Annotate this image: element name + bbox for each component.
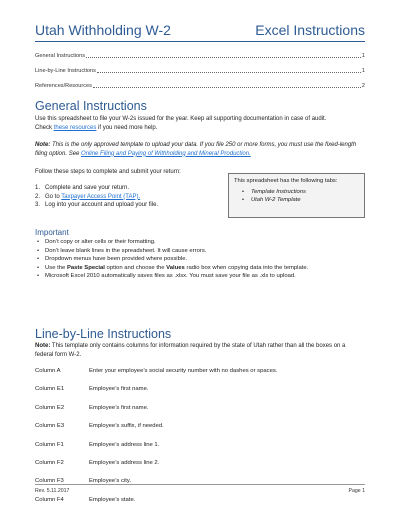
doc-subtitle: Excel Instructions <box>255 22 365 38</box>
tap-link[interactable]: Taxpayer Access Point (TAP). <box>61 193 141 200</box>
column-desc: Employee’s first name. <box>89 404 149 411</box>
important-list <box>35 238 365 281</box>
list-item <box>234 188 359 196</box>
general-note-paragraph <box>35 141 365 158</box>
step-number: 3. <box>35 202 41 209</box>
list-item <box>234 196 359 204</box>
step-text: Go to <box>45 193 62 200</box>
important-text: option and choose the <box>104 264 167 271</box>
table-row <box>35 405 365 423</box>
list-item <box>35 247 365 256</box>
tabs-info-box <box>228 173 365 218</box>
column-id: Column E3 <box>35 423 65 430</box>
list-item <box>35 272 365 281</box>
doc-title: Utah Withholding W-2 <box>35 22 171 38</box>
column-id: Column A <box>35 368 61 374</box>
toc-leader <box>86 57 361 58</box>
line-by-line-heading: Line-by-Line Instructions <box>35 327 172 341</box>
toc-label[interactable]: References/Resources <box>35 83 92 89</box>
table-row <box>35 460 365 478</box>
note-label: Note: <box>35 343 51 349</box>
column-desc: Employee’s city. <box>89 478 132 485</box>
toc-leader <box>97 72 361 73</box>
important-text: Don’t copy or alter cells or their formatting. <box>45 239 156 245</box>
column-desc: Employee’s suffix, if needed. <box>89 423 164 430</box>
table-row <box>35 423 365 441</box>
column-desc: Employee’s state. <box>89 496 136 503</box>
toc-page: 1 <box>361 53 365 59</box>
general-intro-text: Use this spreadsheet to file your W-2s issued for the year. Keep all supporting documentation in case of audit. <box>35 116 327 122</box>
list-item <box>35 255 365 264</box>
bullet-icon: • <box>37 264 40 271</box>
column-id: Column E2 <box>35 404 65 411</box>
toc-entry-references[interactable] <box>35 76 365 89</box>
column-desc: Employee’s address line 1. <box>89 441 160 448</box>
list-item <box>35 238 365 247</box>
page-number: Page 1 <box>348 488 365 494</box>
important-text: radio box when copying data into the template. <box>184 264 309 271</box>
bullet-icon: • <box>37 239 40 245</box>
column-id: Column F1 <box>35 441 64 448</box>
column-desc: Employee’s first name. <box>89 386 149 393</box>
note-label: Note: <box>35 142 51 148</box>
page-header <box>35 18 365 42</box>
important-text: Don’t leave blank lines in the spreadsheet. It will cause errors. <box>45 247 207 254</box>
online-filing-link[interactable]: Online Filing and Paying of Withholding and Mineral Production. <box>81 150 251 157</box>
table-row <box>35 497 365 515</box>
toc-leader <box>93 87 361 88</box>
list-item <box>35 184 225 193</box>
general-instructions-heading: General Instructions <box>35 99 147 113</box>
column-id: Column F2 <box>35 459 64 466</box>
note-text: This is the only approved template to upload your data. If you file 250 or more forms, you must use the fixed-length filing option. See <box>35 142 357 157</box>
step-number: 1. <box>35 185 41 191</box>
step-text: Log into your account and upload your file. <box>45 202 159 209</box>
step-text: Complete and save your return. <box>45 185 130 191</box>
general-intro-paragraph <box>35 115 365 132</box>
bullet-icon: • <box>242 189 245 195</box>
tab-name: Utah W-2 Template <box>251 197 301 203</box>
bullet-icon: • <box>37 273 40 279</box>
important-text: Dropdown menus have been provided where possible. <box>45 256 188 262</box>
toc-entry-line-by-line[interactable] <box>35 61 365 74</box>
table-row <box>35 368 365 386</box>
paste-special-term: Paste Special <box>66 264 105 271</box>
tabs-box-title: This spreadsheet has the following tabs: <box>234 178 338 184</box>
list-item <box>35 264 365 273</box>
step-number: 2. <box>35 193 41 200</box>
toc-page: 1 <box>361 68 365 74</box>
general-intro-text-2: Check <box>35 124 54 131</box>
note-text: This template only contains columns for information required by the state of Utah rather than all the boxes on a federal form W-2. <box>35 343 346 358</box>
important-text: Use the <box>45 264 67 271</box>
bullet-icon: • <box>37 256 40 262</box>
toc-label[interactable]: General Instructions <box>35 53 86 59</box>
page-footer <box>35 484 365 494</box>
column-id: Column E1 <box>35 386 65 393</box>
toc-page: 2 <box>361 83 365 89</box>
general-intro-text-3: if you need more help. <box>96 124 158 131</box>
column-desc: Enter your employee’s social security number with no dashes or spaces. <box>89 368 278 374</box>
bullet-icon: • <box>242 197 245 203</box>
important-heading: Important <box>35 228 69 237</box>
table-of-contents <box>35 46 365 91</box>
column-id: Column F3 <box>35 478 64 485</box>
bullet-icon: • <box>37 247 40 254</box>
revision-date: Rev. 5.11.2017 <box>35 488 70 494</box>
column-id: Column F4 <box>35 496 64 503</box>
resources-link[interactable]: these resources <box>53 124 97 131</box>
line-note-paragraph <box>35 342 365 359</box>
values-term: Values <box>166 264 185 271</box>
steps-list <box>35 184 225 210</box>
table-row <box>35 386 365 404</box>
column-desc: Employee’s address line 2. <box>89 459 160 466</box>
tab-name: Template Instructions <box>251 189 306 195</box>
important-text: Microsoft Excel 2010 automatically saves files as .xlsx. You must save your file as .xls to upload. <box>45 273 296 279</box>
steps-intro: Follow these steps to complete and submit your return: <box>35 169 181 175</box>
toc-label[interactable]: Line-by-Line Instructions <box>35 68 96 74</box>
toc-entry-general[interactable] <box>35 46 365 59</box>
list-item <box>35 201 225 210</box>
table-row <box>35 442 365 460</box>
list-item <box>35 193 225 202</box>
